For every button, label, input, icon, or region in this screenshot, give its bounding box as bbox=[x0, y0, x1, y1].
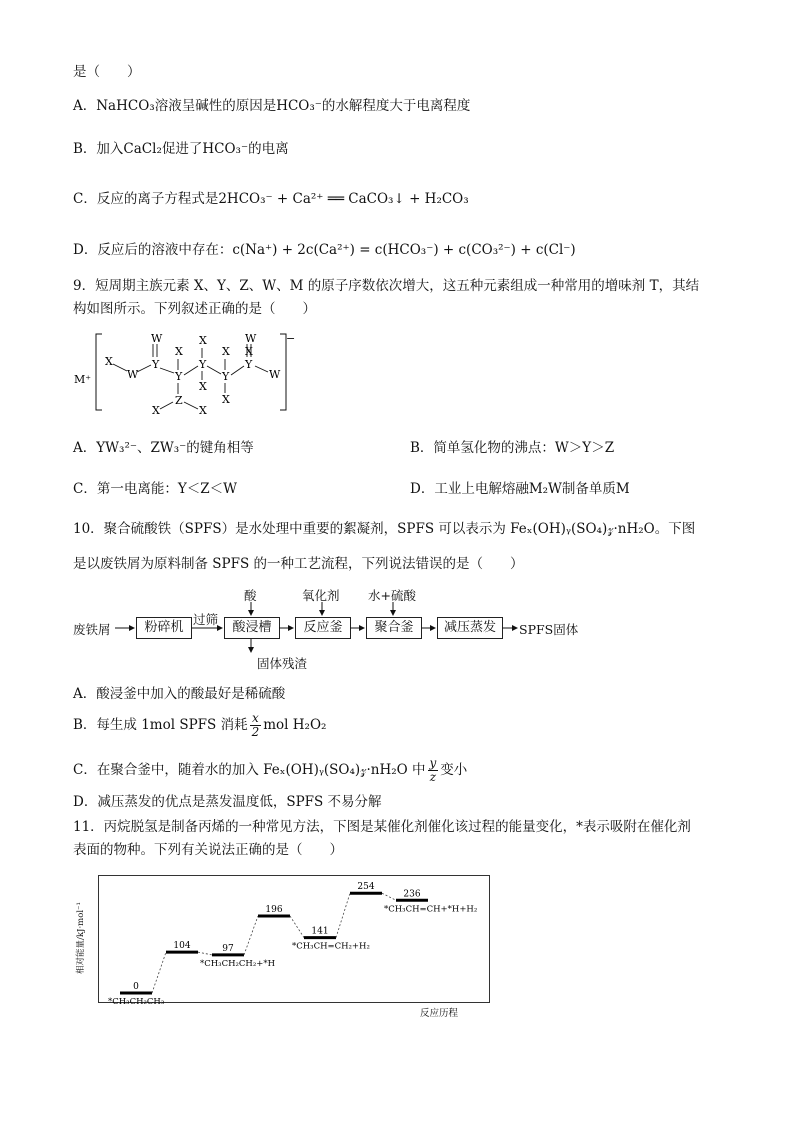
energy-value-label: 196 bbox=[265, 905, 283, 915]
flow-end: SPFS固体 bbox=[519, 622, 579, 637]
atom-x-2: X bbox=[175, 345, 183, 358]
q10-option-b-text: B．每生成 1mol SPFS 消耗 bbox=[73, 717, 248, 733]
q8-option-d: D．反应后的溶液中存在：c(Na⁺) + 2c(Ca²⁺) = c(HCO₃⁻) + c(CO₃²⁻) + c(Cl⁻) bbox=[73, 242, 576, 258]
flow-input-oxidant: 氧化剂 bbox=[302, 588, 340, 603]
energy-connector bbox=[290, 916, 304, 938]
atom-x-8: X bbox=[152, 404, 160, 417]
q8-option-c: C．反应的离子方程式是2HCO₃⁻ + Ca²⁺ ══ CaCO₃↓ + H₂CO₃ bbox=[73, 191, 469, 207]
atom-x-4: X bbox=[222, 345, 230, 358]
energy-connector bbox=[382, 893, 396, 900]
q9-stem-line1: 9．短周期主族元素 X、Y、Z、W、M 的原子序数依次增大，这五种元素组成一种常用的增味剂 T，其结 bbox=[73, 278, 700, 294]
q9-option-b: B．简单氢化物的沸点：W＞Y＞Z bbox=[410, 440, 615, 456]
atom-w-top-right: W bbox=[245, 332, 257, 345]
energy-value-label: 254 bbox=[357, 882, 375, 893]
flow-arrow-label-sieve: 过筛 bbox=[193, 612, 219, 627]
flow-box-crusher: 粉碎机 bbox=[136, 617, 192, 639]
q11-stem-line2: 表面的物种。下列有关说法正确的是（ ） bbox=[73, 842, 343, 858]
cation-label: M⁺ bbox=[74, 373, 92, 386]
fraction-numerator: x bbox=[250, 712, 262, 726]
atom-y-1: Y bbox=[152, 358, 160, 371]
atom-x-5: X bbox=[245, 345, 253, 358]
flow-box-acid-tank: 酸浸槽 bbox=[224, 617, 280, 639]
q9-option-d: D．工业上电解熔融M₂W制备单质M bbox=[410, 481, 630, 497]
q10-option-b bbox=[73, 712, 326, 739]
q10-option-d: D．减压蒸发的优点是蒸发温度低，SPFS 不易分解 bbox=[73, 794, 382, 810]
q10-option-c bbox=[73, 757, 467, 784]
energy-connector bbox=[152, 952, 166, 993]
q10-stem-line2: 是以废铁屑为原料制备 SPFS 的一种工艺流程，下列说法错误的是（ ） bbox=[73, 556, 524, 572]
energy-chart bbox=[70, 870, 500, 1020]
atom-y-5: Y bbox=[245, 358, 253, 371]
atom-z: Z bbox=[175, 394, 183, 407]
atom-w-top-left: W bbox=[151, 332, 163, 345]
q10-option-c-fraction bbox=[428, 757, 439, 784]
flow-output-residue: 固体残渣 bbox=[257, 656, 308, 671]
atom-x-7: X bbox=[222, 393, 230, 406]
q8-stem-tail: 是（ ） bbox=[73, 64, 141, 80]
atom-x-9: X bbox=[199, 404, 207, 417]
atom-x-6: X bbox=[199, 380, 207, 393]
fraction-numerator: y bbox=[429, 756, 437, 770]
energy-connector bbox=[336, 893, 350, 937]
atom-w-right: W bbox=[269, 368, 281, 381]
energy-value-label: 97 bbox=[222, 943, 234, 954]
species-label: *CH₃CH₂CH₃ bbox=[108, 997, 165, 1007]
q9-structure-diagram bbox=[72, 328, 302, 420]
q10-option-a: A．酸浸釜中加入的酸最好是稀硫酸 bbox=[73, 686, 286, 702]
atom-y-3: Y bbox=[199, 358, 207, 371]
q10-option-b-fraction bbox=[250, 712, 262, 739]
species-label: *CH₃CH=CH+*H+H₂ bbox=[384, 904, 478, 915]
energy-connector bbox=[244, 916, 258, 955]
q10-option-b-unit: mol H₂O₂ bbox=[263, 717, 327, 733]
q10-option-c-text: C．在聚合釜中，随着水的加入 Feₓ(OH)ᵧ(SO₄)𝓏·nH₂O 中 bbox=[73, 762, 426, 778]
fraction-denominator: 2 bbox=[251, 725, 260, 739]
flow-arrows bbox=[0, 580, 794, 660]
species-label: *CH₃CH₂CH₂+*H bbox=[200, 958, 276, 969]
anion-charge: − bbox=[286, 332, 296, 345]
atom-x-left: X bbox=[105, 355, 113, 368]
species-label: *CH₃CH=CH₂+H₂ bbox=[292, 941, 370, 952]
energy-value-label: 141 bbox=[311, 926, 329, 937]
q11-stem-line1: 11．丙烷脱氢是制备丙烯的一种常见方法，下图是某催化剂催化该过程的能量变化，*表示吸附在催化剂 bbox=[73, 819, 691, 835]
q9-option-c: C．第一电离能：Y＜Z＜W bbox=[73, 481, 237, 497]
flow-start: 废铁屑 bbox=[73, 622, 111, 637]
q9-stem-line2: 构如图所示。下列叙述正确的是（ ） bbox=[73, 301, 316, 317]
flow-box-polymerizer: 聚合釜 bbox=[366, 617, 422, 639]
atom-y-2: Y bbox=[175, 370, 183, 383]
flow-box-reactor: 反应釜 bbox=[295, 617, 351, 639]
atom-y-4: Y bbox=[222, 370, 230, 383]
energy-levels bbox=[98, 875, 488, 1007]
flow-box-evaporator: 减压蒸发 bbox=[437, 617, 503, 639]
chart-xlabel: 反应历程 bbox=[420, 1008, 459, 1019]
q8-option-b: B．加入CaCl₂促进了HCO₃⁻的电离 bbox=[73, 141, 289, 157]
q9-option-a: A．YW₃²⁻、ZW₃⁻的键角相等 bbox=[73, 440, 254, 456]
energy-value-label: 236 bbox=[403, 889, 421, 900]
flow-input-water-acid: 水+硫酸 bbox=[368, 588, 416, 603]
chart-ylabel: 相对能量/kJ·mol⁻¹ bbox=[76, 902, 86, 974]
atom-x-3: X bbox=[199, 334, 207, 347]
flow-input-acid: 酸 bbox=[244, 588, 257, 603]
energy-connector bbox=[198, 952, 212, 955]
atom-w-left: W bbox=[127, 368, 139, 381]
q10-stem-line1: 10．聚合硫酸铁（SPFS）是水处理中重要的絮凝剂，SPFS 可以表示为 Feₓ(OH)ᵧ(SO₄)𝓏·nH₂O。下图 bbox=[73, 521, 696, 537]
q10-option-c-tail: 变小 bbox=[440, 762, 468, 778]
energy-value-label: 104 bbox=[173, 941, 191, 952]
fraction-denominator: z bbox=[429, 770, 437, 784]
energy-value-label: 0 bbox=[133, 982, 139, 992]
q8-option-a: A．NaHCO₃溶液呈碱性的原因是HCO₃⁻的水解程度大于电离程度 bbox=[73, 98, 471, 114]
